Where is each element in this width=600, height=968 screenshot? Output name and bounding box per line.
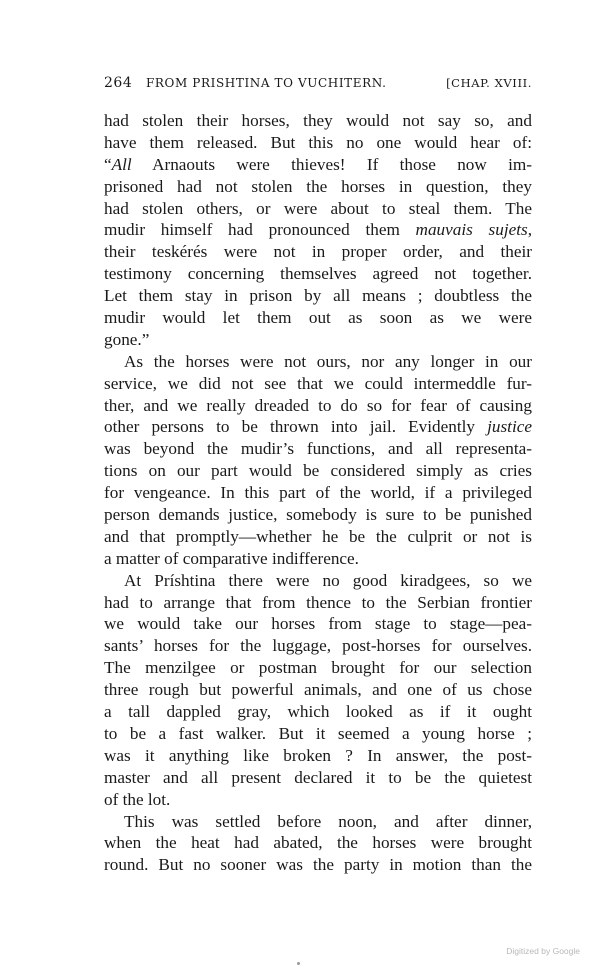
text-line: ther, and we really dreaded to do so for fear of causing (104, 395, 532, 415)
running-head (104, 72, 532, 94)
text-line: for vengeance. In this part of the world, if a privileged (104, 483, 532, 503)
text-line: At Príshtina there were no good kiradgees, so we (124, 570, 532, 590)
text-line: was it anything like broken ? In answer, the post- (104, 745, 532, 765)
text-line: to be a fast walker. But it seemed a young horse ; (104, 723, 532, 743)
text-line: mudir would let them out as soon as we were (104, 308, 532, 328)
text-segment: mudir himself had pronounced them (104, 220, 416, 240)
running-title: FROM PRISHTINA TO VUCHITERN. (146, 76, 387, 90)
text-line: when the heat had abated, the horses were brought (104, 833, 532, 853)
text-line: The menzilgee or postman brought for our selection (104, 658, 532, 678)
text-line: testimony concerning themselves agreed not together. (104, 264, 532, 284)
text-line: of the lot. (104, 789, 171, 809)
text-line: Let them stay in prison by all means ; doubtless the (104, 286, 532, 306)
text-line (104, 219, 532, 241)
text-segment: “ (104, 154, 112, 174)
text-line: round. But no sooner was the party in motion than the (104, 855, 532, 875)
text-line (104, 416, 532, 438)
text-line: had stolen others, or were about to steal them. The (104, 198, 532, 218)
text-line: three rough but powerful animals, and one of us chose (104, 680, 532, 700)
italic-phrase: justice (487, 417, 532, 437)
text-line: prisoned had not stolen the horses in question, they (104, 176, 532, 196)
text-line: had to arrange that from thence to the Serbian frontier (104, 592, 532, 612)
italic-phrase: All (111, 154, 132, 174)
text-line: master and all present declared it to be the quietest (104, 767, 532, 787)
text-line: we would take our horses from stage to stage—pea- (104, 614, 532, 634)
text-line: was beyond the mudir’s functions, and all representa- (104, 439, 532, 459)
page-number: 264 (104, 75, 133, 91)
text-segment: , (527, 220, 533, 240)
digitized-watermark: Digitized by Google (506, 946, 580, 956)
text-line: This was settled before noon, and after dinner, (124, 811, 532, 831)
text-line: had stolen their horses, they would not say so, and (104, 111, 532, 130)
text-segment: Arnaouts were thieves! If those now im- (131, 154, 532, 174)
body-text (104, 110, 532, 876)
text-line: and that promptly—whether he be the culprit or not is (104, 526, 532, 546)
text-line: a matter of comparative indifference. (104, 548, 359, 568)
book-page (104, 72, 532, 876)
chapter-label: [CHAP. XVIII. (446, 76, 532, 90)
text-line: a tall dappled gray, which looked as if it ought (104, 702, 532, 722)
text-line: person demands justice, somebody is sure to be punished (104, 505, 532, 525)
italic-phrase: mauvais sujets (415, 220, 528, 240)
scan-speck (297, 962, 300, 965)
text-line: sants’ horses for the luggage, post-horses for ourselves. (104, 636, 532, 656)
text-line: tions on our part would be considered simply as cries (104, 461, 532, 481)
text-segment: other persons to be thrown into jail. Evidently (104, 417, 488, 437)
text-line: As the horses were not ours, nor any longer in our (124, 351, 532, 371)
text-line (104, 154, 532, 176)
text-line: service, we did not see that we could intermeddle fur- (104, 373, 532, 393)
text-line: have them released. But this no one would hear of: (104, 132, 532, 152)
text-line: gone.” (104, 329, 150, 349)
text-line: their teskérés were not in proper order, and their (104, 242, 532, 262)
